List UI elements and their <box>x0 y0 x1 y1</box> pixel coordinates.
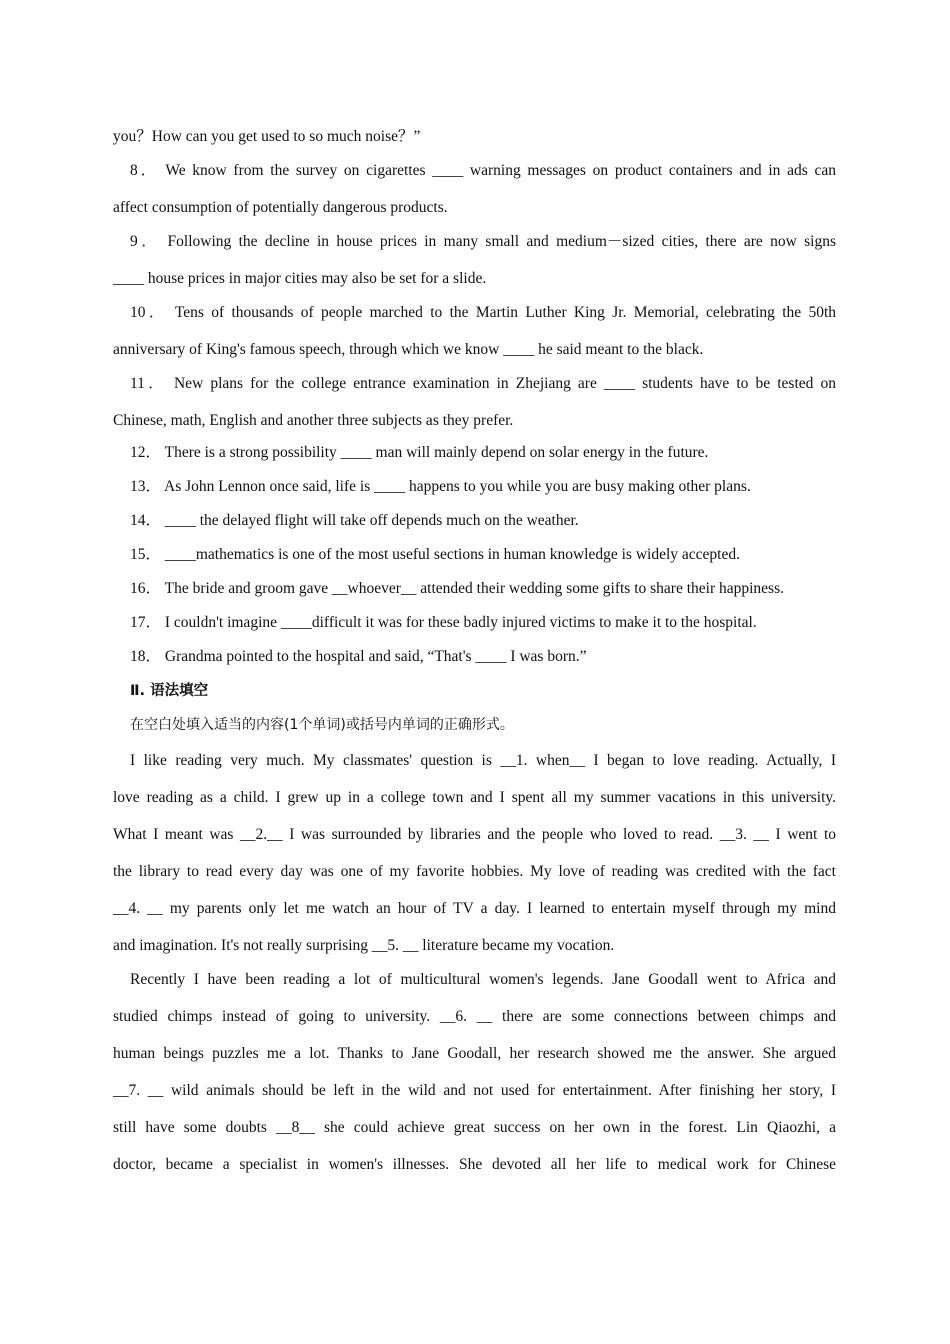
passage-paragraph-2 <box>113 961 836 1183</box>
question-10-line-2: anniversary of King's famous speech, through which we know ____ he said meant to the black. <box>113 341 704 358</box>
passage-line: doctor, became a specialist in women's illnesses. She devoted all her life to medical work for Chinese <box>113 1156 836 1173</box>
section-2-instruction: 在空白处填入适当的内容(1个单词)或括号内单词的正确形式。 <box>130 717 514 733</box>
question-16: 16． The bride and groom gave __whoever__ attended their wedding some gifts to share their happiness. <box>130 580 784 597</box>
question-7-tail: you？How can you get used to so much noise？” <box>113 128 421 145</box>
passage-line: __4. __ my parents only let me watch an hour of TV a day. I learned to entertain myself through my mind <box>113 900 836 917</box>
passage-line: still have some doubts __8__ she could achieve great success on her own in the forest. Lin Qiaozhi, a <box>113 1119 836 1136</box>
passage-paragraph-1 <box>113 742 836 961</box>
question-9-line-1: 9． Following the decline in house prices in many small and medium－sized cities, there are now signs <box>130 233 836 250</box>
question-17: 17． I couldn't imagine ____difficult it was for these badly injured victims to make it to the hospital. <box>130 614 757 631</box>
passage-line: I like reading very much. My classmates' question is __1. when__ I began to love reading. Actually, I <box>130 752 836 769</box>
question-8-line-2: affect consumption of potentially dangerous products. <box>113 199 448 216</box>
passage-line: studied chimps instead of going to university. __6. __ there are some connections between chimps and <box>113 1008 836 1025</box>
passage-line: __7. __ wild animals should be left in the wild and not used for entertainment. After finishing her story, I <box>113 1082 836 1099</box>
passage-line: What I meant was __2.__ I was surrounded by libraries and the people who loved to read. __3. __ I went to <box>113 826 836 843</box>
question-9-line-2: ____ house prices in major cities may also be set for a slide. <box>113 270 487 287</box>
question-10-line-1: 10． Tens of thousands of people marched to the Martin Luther King Jr. Memorial, celebrating the 50th <box>130 304 836 321</box>
question-15: 15． ____mathematics is one of the most useful sections in human knowledge is widely accepted. <box>130 546 740 563</box>
passage-line: Recently I have been reading a lot of multicultural women's legends. Jane Goodall went to Africa and <box>130 971 836 988</box>
question-13: 13． As John Lennon once said, life is ____ happens to you while you are busy making other plans. <box>130 478 751 495</box>
question-18: 18． Grandma pointed to the hospital and said, “That's ____ I was born.” <box>130 648 587 665</box>
question-14: 14． ____ the delayed flight will take off depends much on the weather. <box>130 512 579 529</box>
question-12: 12． There is a strong possibility ____ man will mainly depend on solar energy in the future. <box>130 444 709 461</box>
passage-line: the library to read every day was one of my favorite hobbies. My love of reading was credited with the fact <box>113 863 836 880</box>
document-page <box>113 118 836 1183</box>
question-11-line-2: Chinese, math, English and another three subjects as they prefer. <box>113 412 514 429</box>
question-11-line-1: 11． New plans for the college entrance examination in Zhejiang are ____ students have to be tested on <box>130 375 836 392</box>
passage-line: love reading as a child. I grew up in a college town and I spent all my summer vacations in this university. <box>113 789 836 806</box>
question-8-line-1: 8． We know from the survey on cigarettes ____ warning messages on product containers and in ads can <box>130 162 836 179</box>
section-2-heading: Ⅱ. 语法填空 <box>130 683 209 699</box>
passage-line: human beings puzzles me a lot. Thanks to Jane Goodall, her research showed me the answer. She argued <box>113 1045 836 1062</box>
passage-line: and imagination. It's not really surprising __5. __ literature became my vocation. <box>113 937 615 954</box>
